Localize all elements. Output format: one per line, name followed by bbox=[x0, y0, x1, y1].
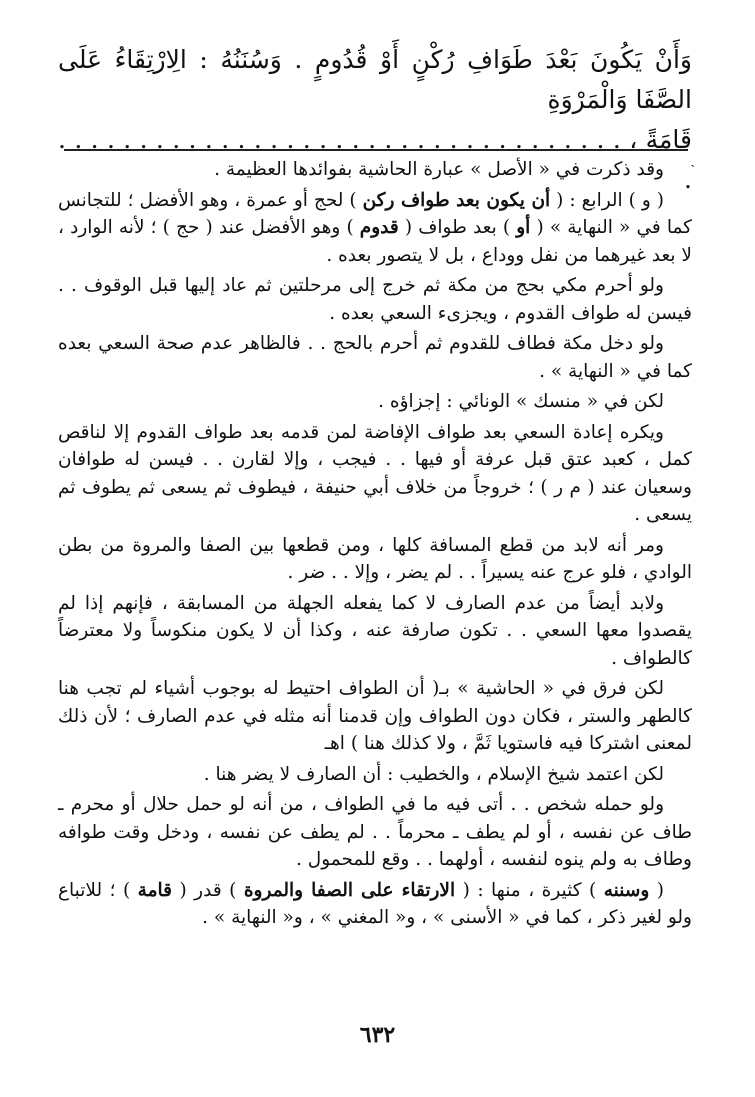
commentary-paragraph bbox=[58, 187, 692, 270]
commentary-paragraph bbox=[58, 877, 692, 932]
footnote-divider bbox=[64, 149, 688, 151]
divider-mark: ˎ bbox=[690, 152, 695, 168]
commentary-paragraph: ومر أنه لابد من قطع المسافة كلها ، ومن قطعها بين الصفا والمروة من بطن الوادي ، فلو عرج عنه يسيراً . . لم يضر ، وإلا . . ضر . bbox=[58, 534, 692, 583]
commentary-paragraph: لكن في « منسك » الونائي : إجزاؤه . bbox=[378, 391, 664, 412]
commentary-text: ( bbox=[649, 879, 664, 901]
emphasized-matn-quote: قامة bbox=[137, 879, 172, 901]
commentary-text: ) بعد طواف ( bbox=[398, 217, 517, 238]
commentary-paragraph: ويكره إعادة السعي بعد طواف الإفاضة لمن قدمه بعد طواف القدوم إلا لناقص كمل ، كعبد عتق قبل عرفة أو فيها . . فيجب ، وإلا لقارن . . فيسن له طوافان وسعيان عند ( م ر ) ؛ خروجاً من خلاف أبي حنيفة ، فيطوف ثم يسعى ثم يطوف ثم يسعى . bbox=[58, 421, 692, 525]
commentary-paragraph: ولو دخل مكة فطاف للقدوم ثم أحرم بالحج . . فالظاهر عدم صحة السعي بعده كما في « النهاية » . bbox=[58, 333, 692, 382]
commentary-text: ) كثيرة ، منها : ( bbox=[455, 879, 604, 901]
emphasized-matn-quote: أو bbox=[516, 217, 531, 238]
emphasized-matn-quote: قدوم bbox=[359, 217, 399, 238]
emphasized-matn-quote: الارتقاء على الصفا والمروة bbox=[243, 879, 456, 901]
commentary-paragraph: لكن فرق في « الحاشية » بـ( أن الطواف احتيط له بوجوب أشياء لم تجب هنا كالطهر والستر ، فكان دون الطواف وإن قدمنا أنه مثله في عدم الصارف ؛ لأن ذلك لمعنى اشتركا فيه فاستويا ثَمَّ ، ولا كذلك هنا ) اهـ bbox=[58, 678, 692, 754]
matn-line-1: وَأَنْ يَكُونَ بَعْدَ طَوَافِ رُكْنٍ أَوْ قُدُومٍ . وَسُنَنُهُ : الِارْتِقَاءُ عَلَى الصَّفَا وَالْمَرْوَةِ bbox=[58, 45, 692, 114]
commentary-paragraph: ولابد أيضاً من عدم الصارف لا كما يفعله الجهلة من المسابقة ، فإنهم إذا لم يقصدوا معها السعي . . تكون صارفة عنه ، وكذا أن لا يكون منكوساً ولا معترضاً كالطواف . bbox=[58, 592, 692, 669]
commentary-text: ) وهو الأفضل عند ( حج ) ؛ لأنه الوارد ، لا بعد غيرهما من نفل ووداع ، بل لا يتصور بعده . bbox=[58, 217, 692, 266]
emphasized-matn-quote: أن يكون بعد طواف ركن bbox=[362, 189, 551, 211]
page-number: ٦٣٢ bbox=[359, 1022, 396, 1048]
commentary-text: ) لحج أو عمرة ، وهو الأفضل ؛ للتجانس كما في « النهاية » ( bbox=[58, 189, 692, 238]
commentary-paragraph: لكن اعتمد شيخ الإسلام ، والخطيب : أن الصارف لا يضر هنا . bbox=[203, 763, 664, 785]
commentary-paragraph: ولو أحرم مكي بحج من مكة ثم خرج إلى مرحلتين ثم عاد إليها قبل الوقوف . . فيسن له طواف القدوم ، ويجزىء السعي بعده . bbox=[58, 275, 692, 324]
matn-line-2-text: قَامَةً ، . . . . . . . . . . . . . . . . . . . . . . . . . . . . . . . . . . . . bbox=[58, 125, 692, 194]
emphasized-matn-quote: وسننه bbox=[603, 879, 650, 901]
commentary-text: ) قدر ( bbox=[171, 879, 244, 901]
commentary-text: ) ؛ للاتباع ولو لغير ذكر ، كما في « الأسنى » ، و« المغني » ، و« النهاية » . bbox=[58, 879, 692, 928]
commentary-paragraph: ولو حمله شخص . . أتى فيه ما في الطواف ، من أنه لو حمل حلال أو محرم ـ طاف عن نفسه ، أو لم يطف ـ محرماً . . لم يطف عن نفسه ، ودخل وقت طوافه وطاف به ولم ينوه لنفسه ، أولهما . . وقع للمحمول . bbox=[58, 794, 692, 870]
commentary-paragraph: وقد ذكرت في « الأصل » عبارة الحاشية بفوائدها العظيمة . bbox=[214, 159, 664, 180]
commentary-block bbox=[58, 156, 692, 935]
commentary-text: ( و ) الرابع : ( bbox=[550, 189, 664, 211]
